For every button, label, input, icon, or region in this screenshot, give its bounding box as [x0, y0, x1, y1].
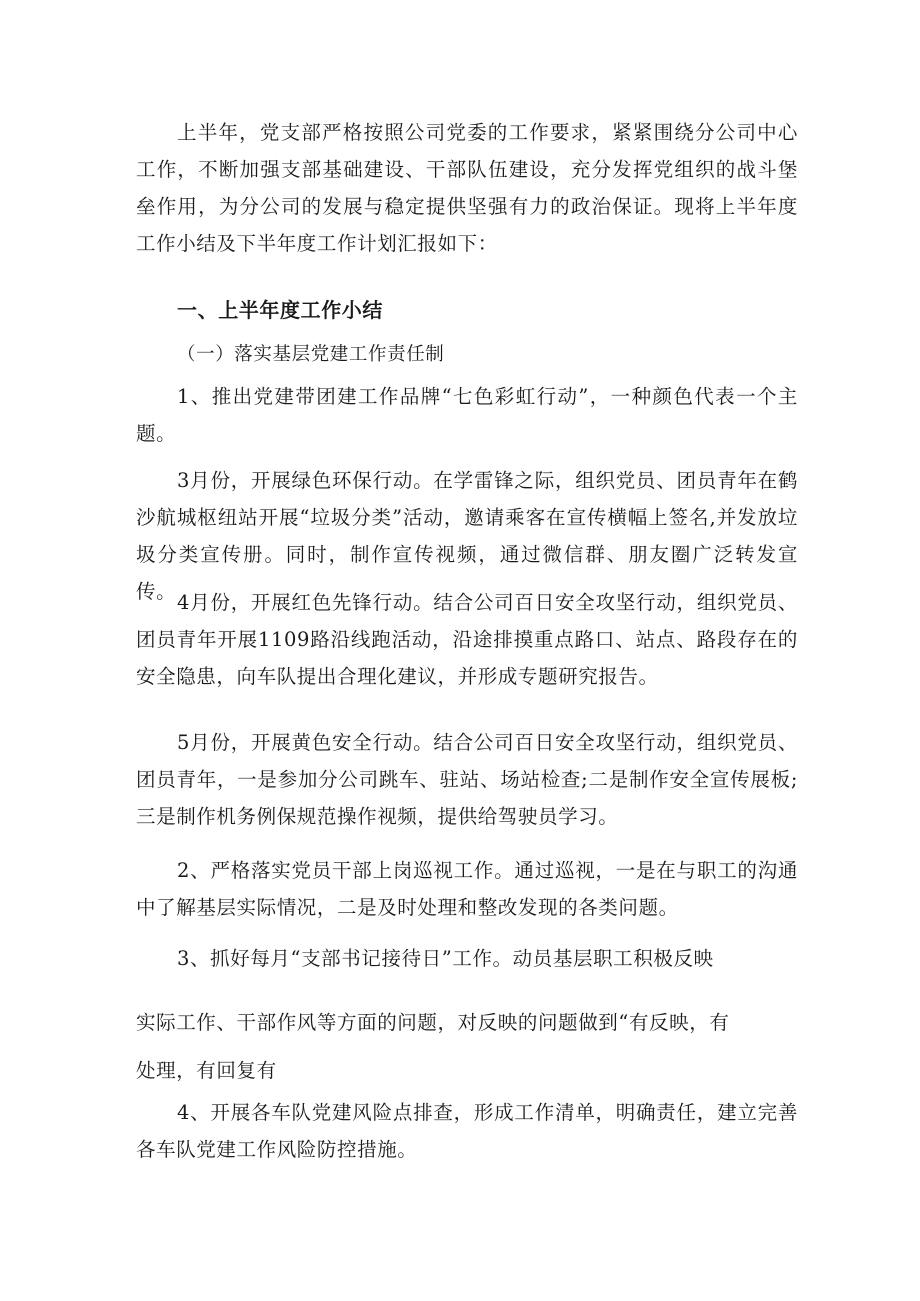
item-2-paragraph: 2、严格落实党员干部上岗巡视工作。通过巡视，一是在与职工的沟通中了解基层实际情况，二是及时处理和整改发现的各类问题。: [136, 859, 798, 919]
subsection-heading-1: （一）落实基层党建工作责任制: [177, 344, 445, 365]
item-3-line-1: 3、抓好每月“支部书记接待日”工作。动员基层职工积极反映: [177, 947, 714, 970]
item-3-line-3: 处理，有回复有: [136, 1059, 277, 1082]
item-1-paragraph: 1、推出党建带团建工作品牌“七色彩虹行动”，一种颜色代表一个主题。: [136, 385, 798, 445]
item-4-paragraph: 4、开展各车队党建风险点排查，形成工作清单，明确责任，建立完善各车队党建工作风险防控措施。: [136, 1101, 798, 1161]
april-paragraph: 4月份，开展红色先锋行动。结合公司百日安全攻坚行动，组织党员、团员青年开展1109路沿线跑活动，沿途排摸重点路口、站点、路段存在的安全隐患，向车队提出合理化建议，并形成专题研究报告。: [136, 591, 798, 688]
section-heading-1: 一、上半年度工作小结: [177, 298, 383, 322]
intro-paragraph: 上半年，党支部严格按照公司党委的工作要求，紧紧围绕分公司中心工作，不断加强支部基础建设、干部队伍建设，充分发挥党组织的战斗堡垒作用，为分公司的发展与稳定提供坚强有力的政治保证。现将上半年度工作小结及下半年度工作计划汇报如下：: [136, 121, 798, 255]
march-paragraph: 3月份，开展绿色环保行动。在学雷锋之际，组织党员、团员青年在鹤沙航城枢纽站开展“垃圾分类”活动，邀请乘客在宣传横幅上签名,并发放垃圾分类宣传册。同时，制作宣传视频，通过微信群、朋友圈广泛转发宣传。: [136, 469, 798, 603]
item-3-line-2: 实际工作、干部作风等方面的问题，对反映的问题做到“有反映，有: [136, 1011, 730, 1034]
may-paragraph: 5月份，开展黄色安全行动。结合公司百日安全攻坚行动，组织党员、团员青年，一是参加分公司跳车、驻站、场站检查;二是制作安全宣传展板;三是制作机务例保规范操作视频，提供给驾驶员学习。: [136, 731, 798, 828]
